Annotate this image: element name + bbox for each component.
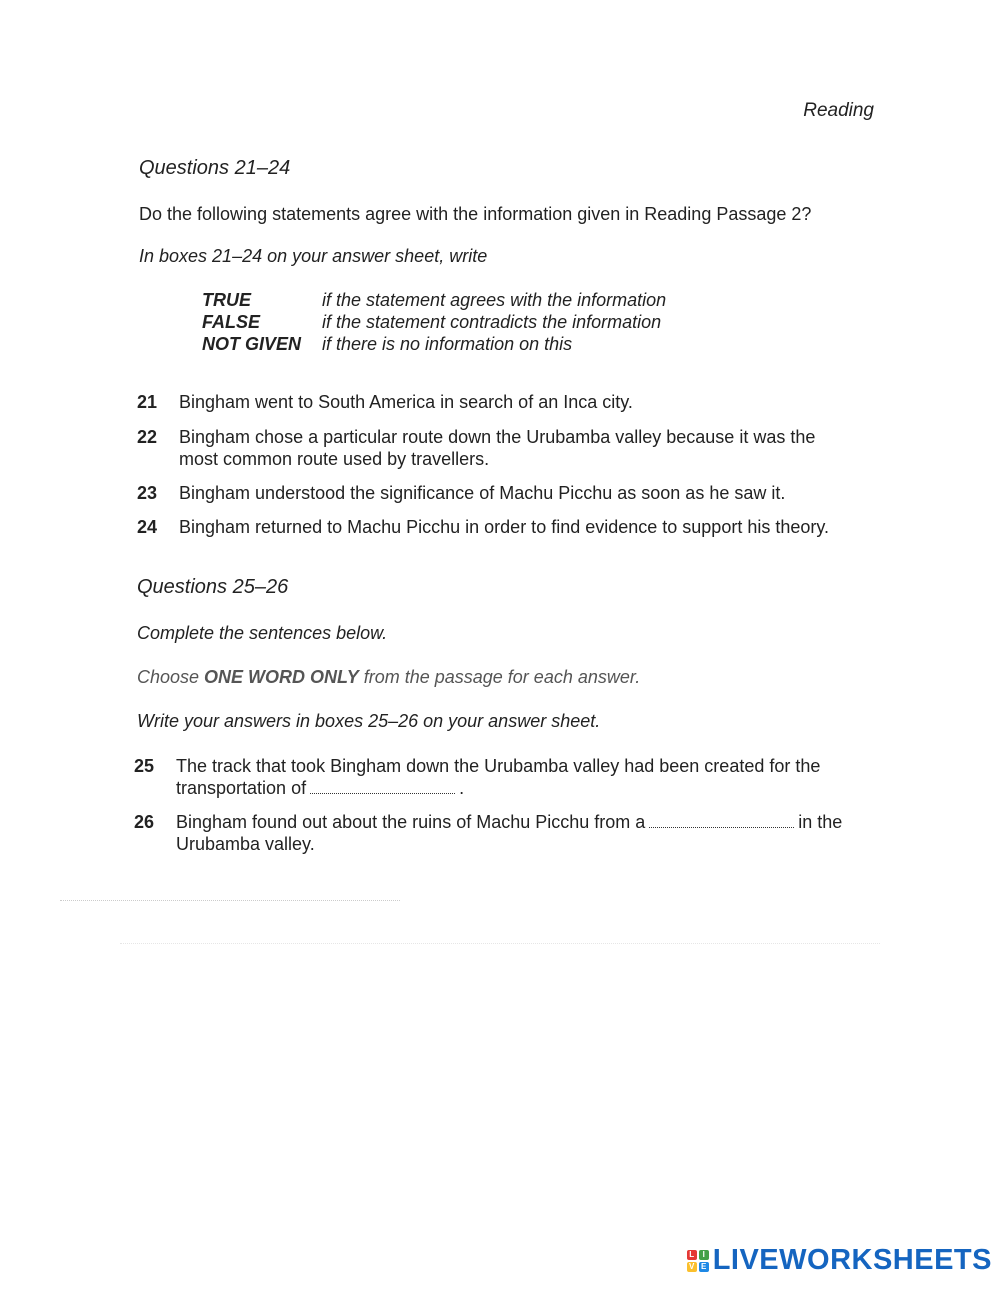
part1-sub-instruction: In boxes 21–24 on your answer sheet, write [139, 246, 488, 266]
legend-row-true [202, 289, 666, 311]
part2-instruction-3: Write your answers in boxes 25–26 on your answer sheet. [137, 711, 601, 731]
question-25 [134, 755, 866, 799]
answer-blank-25[interactable] [310, 781, 455, 794]
part1-instruction: Do the following statements agree with the information given in Reading Passage 2? [139, 204, 812, 224]
question-22 [137, 426, 859, 470]
instruction-text: Choose [137, 667, 205, 687]
logo-tile: I [699, 1250, 709, 1260]
legend-row-false [202, 311, 666, 333]
scan-artifact [120, 943, 880, 945]
questions-25-26-heading: Questions 25–26 [137, 576, 289, 598]
legend-term: FALSE [202, 312, 261, 332]
question-number: 25 [134, 756, 155, 776]
legend-desc: if the statement contradicts the information [322, 312, 662, 332]
question-number: 26 [134, 812, 155, 832]
scan-artifact [60, 900, 400, 902]
instruction-emphasis: ONE WORD ONLY [204, 667, 359, 687]
liveworksheets-logo [687, 1244, 992, 1277]
questions-21-24-heading: Questions 21–24 [139, 157, 291, 179]
section-label: Reading [803, 100, 874, 121]
sentence-start: Bingham found out about the ruins of Machu Picchu from a [176, 812, 646, 832]
sentence-start: The track that took Bingham down the Urubamba valley had been created for the transportation of [176, 756, 821, 798]
question-23 [137, 482, 879, 504]
logo-tile: V [687, 1262, 697, 1272]
sentence-end: . [459, 778, 465, 798]
legend-term: NOT GIVEN [202, 334, 302, 354]
question-text [176, 811, 876, 855]
question-number: 24 [137, 517, 158, 537]
part2-instruction-1: Complete the sentences below. [137, 623, 388, 643]
answer-legend [202, 289, 666, 355]
logo-text: LIVEWORKSHEETS [712, 1244, 992, 1276]
logo-tile: E [699, 1262, 709, 1272]
question-text: Bingham chose a particular route down the Urubamba valley because it was the most common route used by travellers. [179, 427, 816, 469]
question-26 [134, 811, 876, 855]
question-21 [137, 391, 879, 413]
question-number: 23 [137, 483, 158, 503]
question-text [176, 755, 866, 799]
legend-term: TRUE [202, 290, 251, 310]
instruction-text: from the passage for each answer. [358, 667, 641, 687]
question-text: Bingham understood the significance of Machu Picchu as soon as he saw it. [179, 483, 786, 503]
part2-instruction-2 [137, 667, 640, 688]
legend-row-not-given [202, 333, 666, 355]
logo-mark-icon [687, 1250, 709, 1272]
logo-tile: L [687, 1250, 697, 1260]
legend-desc: if there is no information on this [322, 334, 573, 354]
legend-desc: if the statement agrees with the information [322, 290, 667, 310]
question-24 [137, 516, 879, 538]
question-number: 21 [137, 392, 158, 412]
question-text: Bingham went to South America in search of an Inca city. [179, 392, 633, 412]
question-text: Bingham returned to Machu Picchu in order to find evidence to support his theory. [179, 517, 830, 537]
question-number: 22 [137, 427, 158, 447]
answer-blank-26[interactable] [649, 815, 794, 828]
sentence-end: in the Urubamba valley. [176, 812, 843, 854]
